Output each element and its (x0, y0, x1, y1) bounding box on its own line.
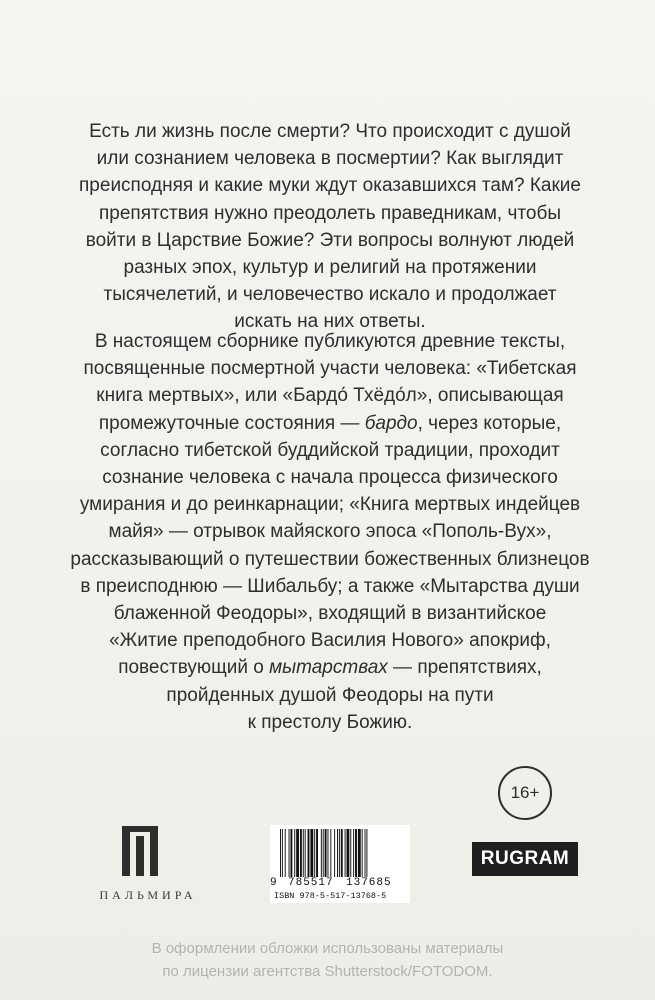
description-paragraph-2 (60, 328, 600, 736)
barcode-bar (285, 829, 286, 877)
text-line: рассказывающий о путешествии божественных близнецов (70, 548, 590, 570)
credits-line: В оформлении обложки использованы материалы (151, 940, 504, 957)
barcode-bar (280, 829, 281, 877)
barcode-bar (339, 829, 340, 877)
barcode-bar (308, 829, 310, 877)
publisher-name: ПАЛЬМИРА (99, 888, 197, 902)
text-line: преисподняя и какие муки ждут оказавшихся там? Какие (79, 175, 581, 197)
text-line: умирания и до реинкарнации; «Книга мертвых индейцев (79, 494, 581, 516)
barcode-bar (355, 829, 357, 877)
barcode-bar (290, 829, 292, 877)
text-segment: , через которые, (417, 412, 562, 434)
barcode-bar (366, 829, 367, 877)
barcode-bar (337, 829, 338, 877)
text-line: пройденных душой Феодоры на пути (166, 684, 494, 706)
description-paragraph-1 (60, 118, 600, 336)
text-line: книга мертвых», или «Бардо́ Тхёдо́л», описывающая (96, 385, 564, 407)
barcode-bar (314, 829, 315, 877)
text-segment: повествующий о (118, 657, 270, 679)
barcode-bar (350, 829, 351, 877)
text-line: тысячелетий, и человечество искало и продолжает (103, 284, 557, 306)
barcode-bar (345, 829, 346, 877)
text-line (60, 654, 600, 681)
isbn-barcode (270, 825, 410, 903)
palmira-gate-icon (120, 826, 160, 876)
barcode-bar (303, 829, 304, 877)
barcode-digits-right: 137685 (346, 877, 392, 889)
text-line: или сознанием человека в посмертии? Как выглядит (96, 148, 564, 170)
barcode-bar (330, 829, 331, 877)
barcode-bar (341, 829, 343, 877)
credits-line: по лицензии агентства Shutterstock/FOTODOM. (162, 963, 493, 980)
text-segment: промежуточные состояния — (98, 412, 365, 434)
barcode-bar (296, 829, 299, 877)
text-line: Есть ли жизнь после смерти? Что происходит с душой (89, 121, 571, 142)
barcode-bar (358, 829, 361, 877)
barcode-bar (328, 829, 329, 877)
barcode-bar (334, 829, 335, 877)
barcode-bar (362, 829, 363, 877)
barcode-bar (347, 829, 350, 877)
barcode-bar (321, 829, 322, 877)
cover-credits (60, 937, 595, 983)
text-line: войти в Царствие Божие? Эти вопросы волнуют людей (85, 229, 575, 251)
text-segment: — препятствиях, (387, 657, 542, 679)
barcode-bar (310, 829, 313, 877)
text-line: в преисподнюю — Шибальбу; а также «Мытарства души (80, 575, 580, 597)
isbn-number: ISBN 978-5-517-13768-5 (274, 891, 387, 901)
italic-term-bardo: бардо (364, 412, 418, 434)
barcode-bar (305, 829, 306, 877)
text-line: посвященные посмертной участи человека: «Тибетская (83, 358, 577, 380)
italic-term-mytarstva: мытарствах (269, 657, 388, 679)
text-line: согласно тибетской буддийской традиции, проходит (100, 439, 560, 461)
text-line: разных эпох, культур и религий на протяжении (123, 257, 537, 279)
barcode-bar (353, 829, 354, 877)
age-rating-badge: 16+ (498, 766, 552, 820)
text-line: блаженной Феодоры», входящий в византийское (113, 603, 547, 625)
text-line: к престолу Божию. (247, 711, 413, 733)
barcode-bar (294, 829, 295, 877)
text-line: искать на них ответы. (234, 311, 426, 333)
text-line: препятствия нужно преодолеть праведникам, чтобы (99, 202, 561, 224)
barcode-bar (300, 829, 302, 877)
text-line: сознание человека с начала процесса физического (102, 467, 558, 489)
barcode-bar (365, 829, 366, 877)
text-line: В настоящем сборнике публикуются древние тексты, (94, 331, 566, 352)
barcode-bar (323, 829, 324, 877)
barcode-bar (316, 829, 318, 877)
barcode-bar (289, 829, 290, 877)
rugram-logo: RUGRAM (472, 842, 578, 876)
barcode-bar (325, 829, 327, 877)
text-line: «Житие преподобного Василия Нового» апокриф, (109, 630, 551, 652)
barcode-bar (282, 829, 283, 877)
barcode-bars (276, 829, 404, 879)
barcode-digits-left: 785517 (288, 877, 334, 889)
barcode-digit-first: 9 (270, 877, 277, 889)
text-line (60, 410, 600, 437)
text-line: майя» — отрывок майяского эпоса «Пополь-Вух», (108, 521, 552, 543)
